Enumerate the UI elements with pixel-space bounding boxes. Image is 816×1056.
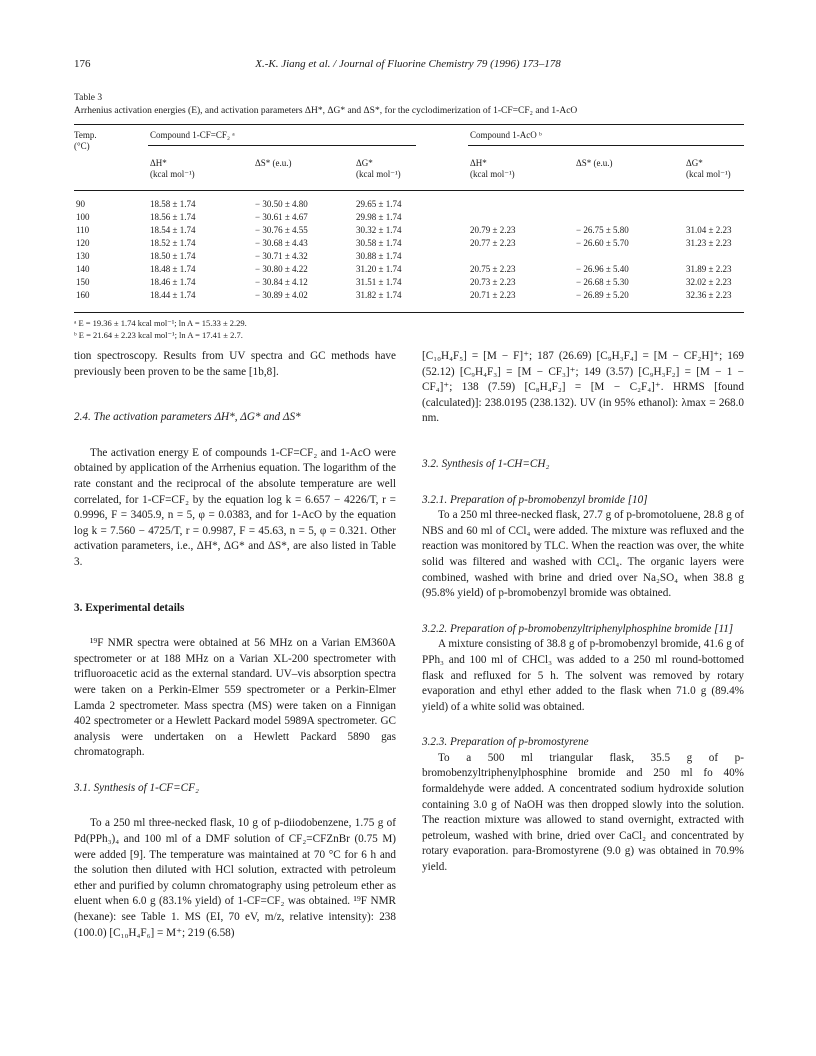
section-heading-3-2: 3.2. Synthesis of 1-CH=CH₂ [422, 457, 550, 470]
dS2-header: ΔS* (e.u.) [576, 158, 613, 168]
group2-header: Compound 1-AcO ᵇ [470, 130, 542, 140]
cell-dS2: − 26.89 ± 5.20 [576, 290, 629, 300]
cell-dH1: 18.44 ± 1.74 [150, 290, 196, 300]
dG1-header: ΔG* (kcal mol⁻¹) [356, 158, 401, 179]
cell-temp: 120 [76, 238, 90, 248]
dS1-header: ΔS* (e.u.) [255, 158, 292, 168]
cell-dS2: − 26.75 ± 5.80 [576, 225, 629, 235]
cell-dS1: − 30.71 ± 4.32 [255, 251, 308, 261]
group1-header: Compound 1-CF=CF₂ ᵃ [150, 130, 235, 140]
dH2-header: ΔH* (kcal mol⁻¹) [470, 158, 515, 179]
section-heading-3-2-2: 3.2.2. Preparation of p-bromobenzyltriphenylphosphine bromide [11] [422, 622, 734, 635]
cell-dH1: 18.48 ± 1.74 [150, 264, 196, 274]
cell-dG1: 29.65 ± 1.74 [356, 199, 402, 209]
temp-header: Temp. (°C) [74, 130, 97, 151]
cell-dH1: 18.56 ± 1.74 [150, 212, 196, 222]
section-heading-3-2-1: 3.2.1. Preparation of p-bromobenzyl bromide [10] [422, 493, 648, 506]
table-caption [74, 92, 744, 118]
cell-temp: 130 [76, 251, 90, 261]
paragraph: To a 500 ml triangular flask, 35.5 g of p-bromobenzyltriphenylphosphine bromide and 250 ml fo 40% formaldehyde were added. A concentrated sodium hydroxide solution containing 3.0 g of NaOH was then dropped slowly into the solution. The reaction mixture was allowed to stand overnight, extracted with petroleum, washed with brine, dried over CaCl₂ and concentrated by rotary evaporation. para-Bromostyrene (9.0 g) was obtained in 70.9% yield. [422, 751, 744, 874]
cell-dH1: 18.46 ± 1.74 [150, 277, 196, 287]
cell-dG2: 31.04 ± 2.23 [686, 225, 732, 235]
cell-dH1: 18.52 ± 1.74 [150, 238, 196, 248]
table-footnote-b: ᵇ E = 21.64 ± 2.23 kcal mol⁻¹; ln A = 17.41 ± 2.7. [74, 330, 243, 340]
cell-dS2: − 26.60 ± 5.70 [576, 238, 629, 248]
section-heading-3-2-3: 3.2.3. Preparation of p-bromostyrene [422, 736, 589, 749]
cell-dH2: 20.77 ± 2.23 [470, 238, 516, 248]
cell-temp: 140 [76, 264, 90, 274]
cell-dS1: − 30.76 ± 4.55 [255, 225, 308, 235]
page-number: 176 [74, 58, 91, 70]
cell-dH2: 20.73 ± 2.23 [470, 277, 516, 287]
cell-temp: 100 [76, 212, 90, 222]
cell-dS1: − 30.84 ± 4.12 [255, 277, 308, 287]
cell-dG2: 32.02 ± 2.23 [686, 277, 732, 287]
cell-dG1: 29.98 ± 1.74 [356, 212, 402, 222]
cell-dS1: − 30.89 ± 4.02 [255, 290, 308, 300]
dH1-header: ΔH* (kcal mol⁻¹) [150, 158, 195, 179]
cell-dG2: 32.36 ± 2.23 [686, 290, 732, 300]
cell-dG1: 31.51 ± 1.74 [356, 277, 402, 287]
section-heading-2-4: 2.4. The activation parameters ΔH*, ΔG* and ΔS* [74, 411, 301, 424]
cell-dG1: 30.88 ± 1.74 [356, 251, 402, 261]
running-head: X.-K. Jiang et al. / Journal of Fluorine Chemistry 79 (1996) 173–178 [255, 58, 561, 70]
right-column [422, 349, 744, 876]
paragraph: ¹⁹F NMR spectra were obtained at 56 MHz on a Varian EM360A spectrometer or at 188 MHz on a Varian XL-200 spectrometer with trifluoroacetic acid as the external standard. UV–vis absorption spectra were taken on a Perkin-Elmer 559 spectrometer or a Perkin-Elmer Lamda 2 spectrometer. Mass spectra (MS) were taken on a Finnigan 402 spectrometer or a Hewlett Packard model 5989A spectrometer. GC analysis were undertaken on a Hewlett Packard 5890 gas chromatograph. [74, 637, 396, 759]
table-caption-text: Arrhenius activation energies (E), and activation parameters ΔH*, ΔG* and ΔS*, for the cyclodimerization of 1-CF=CF₂ and 1-AcO [74, 106, 578, 116]
cell-dG1: 30.32 ± 1.74 [356, 225, 402, 235]
cell-temp: 160 [76, 290, 90, 300]
table-bottom-rule [74, 312, 744, 313]
cell-dS1: − 30.80 ± 4.22 [255, 264, 308, 274]
cell-dS1: − 30.61 ± 4.67 [255, 212, 308, 222]
table-top-rule [74, 124, 744, 125]
paragraph: To a 250 ml three-necked flask, 10 g of p-diiodobenzene, 1.75 g of Pd(PPh₃)₄ and 100 ml of a DMF solution of CF₂=CFZnBr (0.75 M) were added [9]. The temperature was maintained at 70 °C for 6 h and the solution then diluted with HCl solution, extracted with petroleum ether and purified by column chromatography using petroleum ether as eluent when 6.0 g (83.1% yield) of 1-CF=CF₂ was obtained. ¹⁹F NMR (hexane): see Table 1. MS (EI, 70 eV, m/z, relative intensity): 238 (100.0) [C₁₀H₄F₆] = M⁺; 219 (6.58) [74, 817, 396, 939]
cell-temp: 150 [76, 277, 90, 287]
paragraph: To a 250 ml three-necked flask, 27.7 g of p-bromotoluene, 28.8 g of NBS and 60 ml of CCl₄ were added. The mixture was refluxed and the reaction was monitored by TLC. When the reaction was over, the white solid was filtered and washed with CCl₄. The organic layers were combined, washed with brine and dried over Na₂SO₄ when 38.8 g (95.8% yield) of p-bromobenzyl bromide was obtained. [422, 509, 744, 600]
paragraph: The activation energy E of compounds 1-CF=CF₂ and 1-AcO were obtained by application of the Arrhenius equation. The logarithm of the rate constant and the reciprocal of the absolute temperature are well correlated, for 1-CF=CF₂ by the equation log k = 6.657 − 4226/T, r = 0.9996, F = 3405.9, n = 5, φ = 0.0383, and for 1-AcO by the equation log k = 7.560 − 4725/T, r = 0.9987, F = 45.63, n = 5, φ = 0.321. Other activation parameters, i.e., ΔH*, ΔG* and ΔS*, are also listed in Table 3. [74, 446, 396, 568]
cell-dG1: 31.82 ± 1.74 [356, 290, 402, 300]
cell-dH2: 20.71 ± 2.23 [470, 290, 516, 300]
section-heading-3-1: 3.1. Synthesis of 1-CF=CF₂ [74, 781, 199, 794]
cell-dH1: 18.50 ± 1.74 [150, 251, 196, 261]
cell-temp: 90 [76, 199, 85, 209]
header-bottom-rule [74, 190, 744, 191]
group1-rule [148, 145, 416, 146]
section-heading-3: 3. Experimental details [74, 601, 185, 614]
cell-dH2: 20.79 ± 2.23 [470, 225, 516, 235]
cell-dH2: 20.75 ± 2.23 [470, 264, 516, 274]
cell-dH1: 18.54 ± 1.74 [150, 225, 196, 235]
cell-temp: 110 [76, 225, 90, 235]
cell-dG2: 31.89 ± 2.23 [686, 264, 732, 274]
cell-dS1: − 30.68 ± 4.43 [255, 238, 308, 248]
cell-dG2: 31.23 ± 2.23 [686, 238, 732, 248]
dG2-header: ΔG* (kcal mol⁻¹) [686, 158, 731, 179]
paragraph: A mixture consisting of 38.8 g of p-bromobenzyl bromide, 41.6 g of PPh₃ and 100 ml of CHCl₃ was added to a 250 ml round-bottomed flask and refluxed for 5 h. The solvent was removed by rotary evaporation and ethyl ether added to the flask when 71.0 g (89.4% yield) of a white solid was obtained. [422, 638, 744, 713]
group2-rule [468, 145, 744, 146]
left-column [74, 349, 396, 941]
cell-dS2: − 26.96 ± 5.40 [576, 264, 629, 274]
paragraph: [C₁₀H₄F₅] = [M − F]⁺; 187 (26.69) [C₉H₃F₄] = [M − CF₂H]⁺; 169 (52.12) [C₉H₄F₃] = [M − CF₃]⁺; 149 (3.57) [C₉H₃F₂] = [M − 1 − CF₄]⁺; 138 (7.59) [C₈H₄F₂] = [M − C₂F₄]⁺. HRMS [found (calculated)]: 238.0195 (238.132). UV (in 95% ethanol): λmax = 268.0 nm. [422, 350, 744, 425]
cell-dS2: − 26.68 ± 5.30 [576, 277, 629, 287]
cell-dS1: − 30.50 ± 4.80 [255, 199, 308, 209]
cell-dG1: 31.20 ± 1.74 [356, 264, 402, 274]
paragraph: tion spectroscopy. Results from UV spectra and GC methods have previously been proven to be the same [1b,8]. [74, 350, 396, 378]
table-label: Table 3 [74, 93, 103, 103]
table-footnote-a: ᵃ E = 19.36 ± 1.74 kcal mol⁻¹; ln A = 15.33 ± 2.29. [74, 318, 247, 328]
cell-dG1: 30.58 ± 1.74 [356, 238, 402, 248]
cell-dH1: 18.58 ± 1.74 [150, 199, 196, 209]
